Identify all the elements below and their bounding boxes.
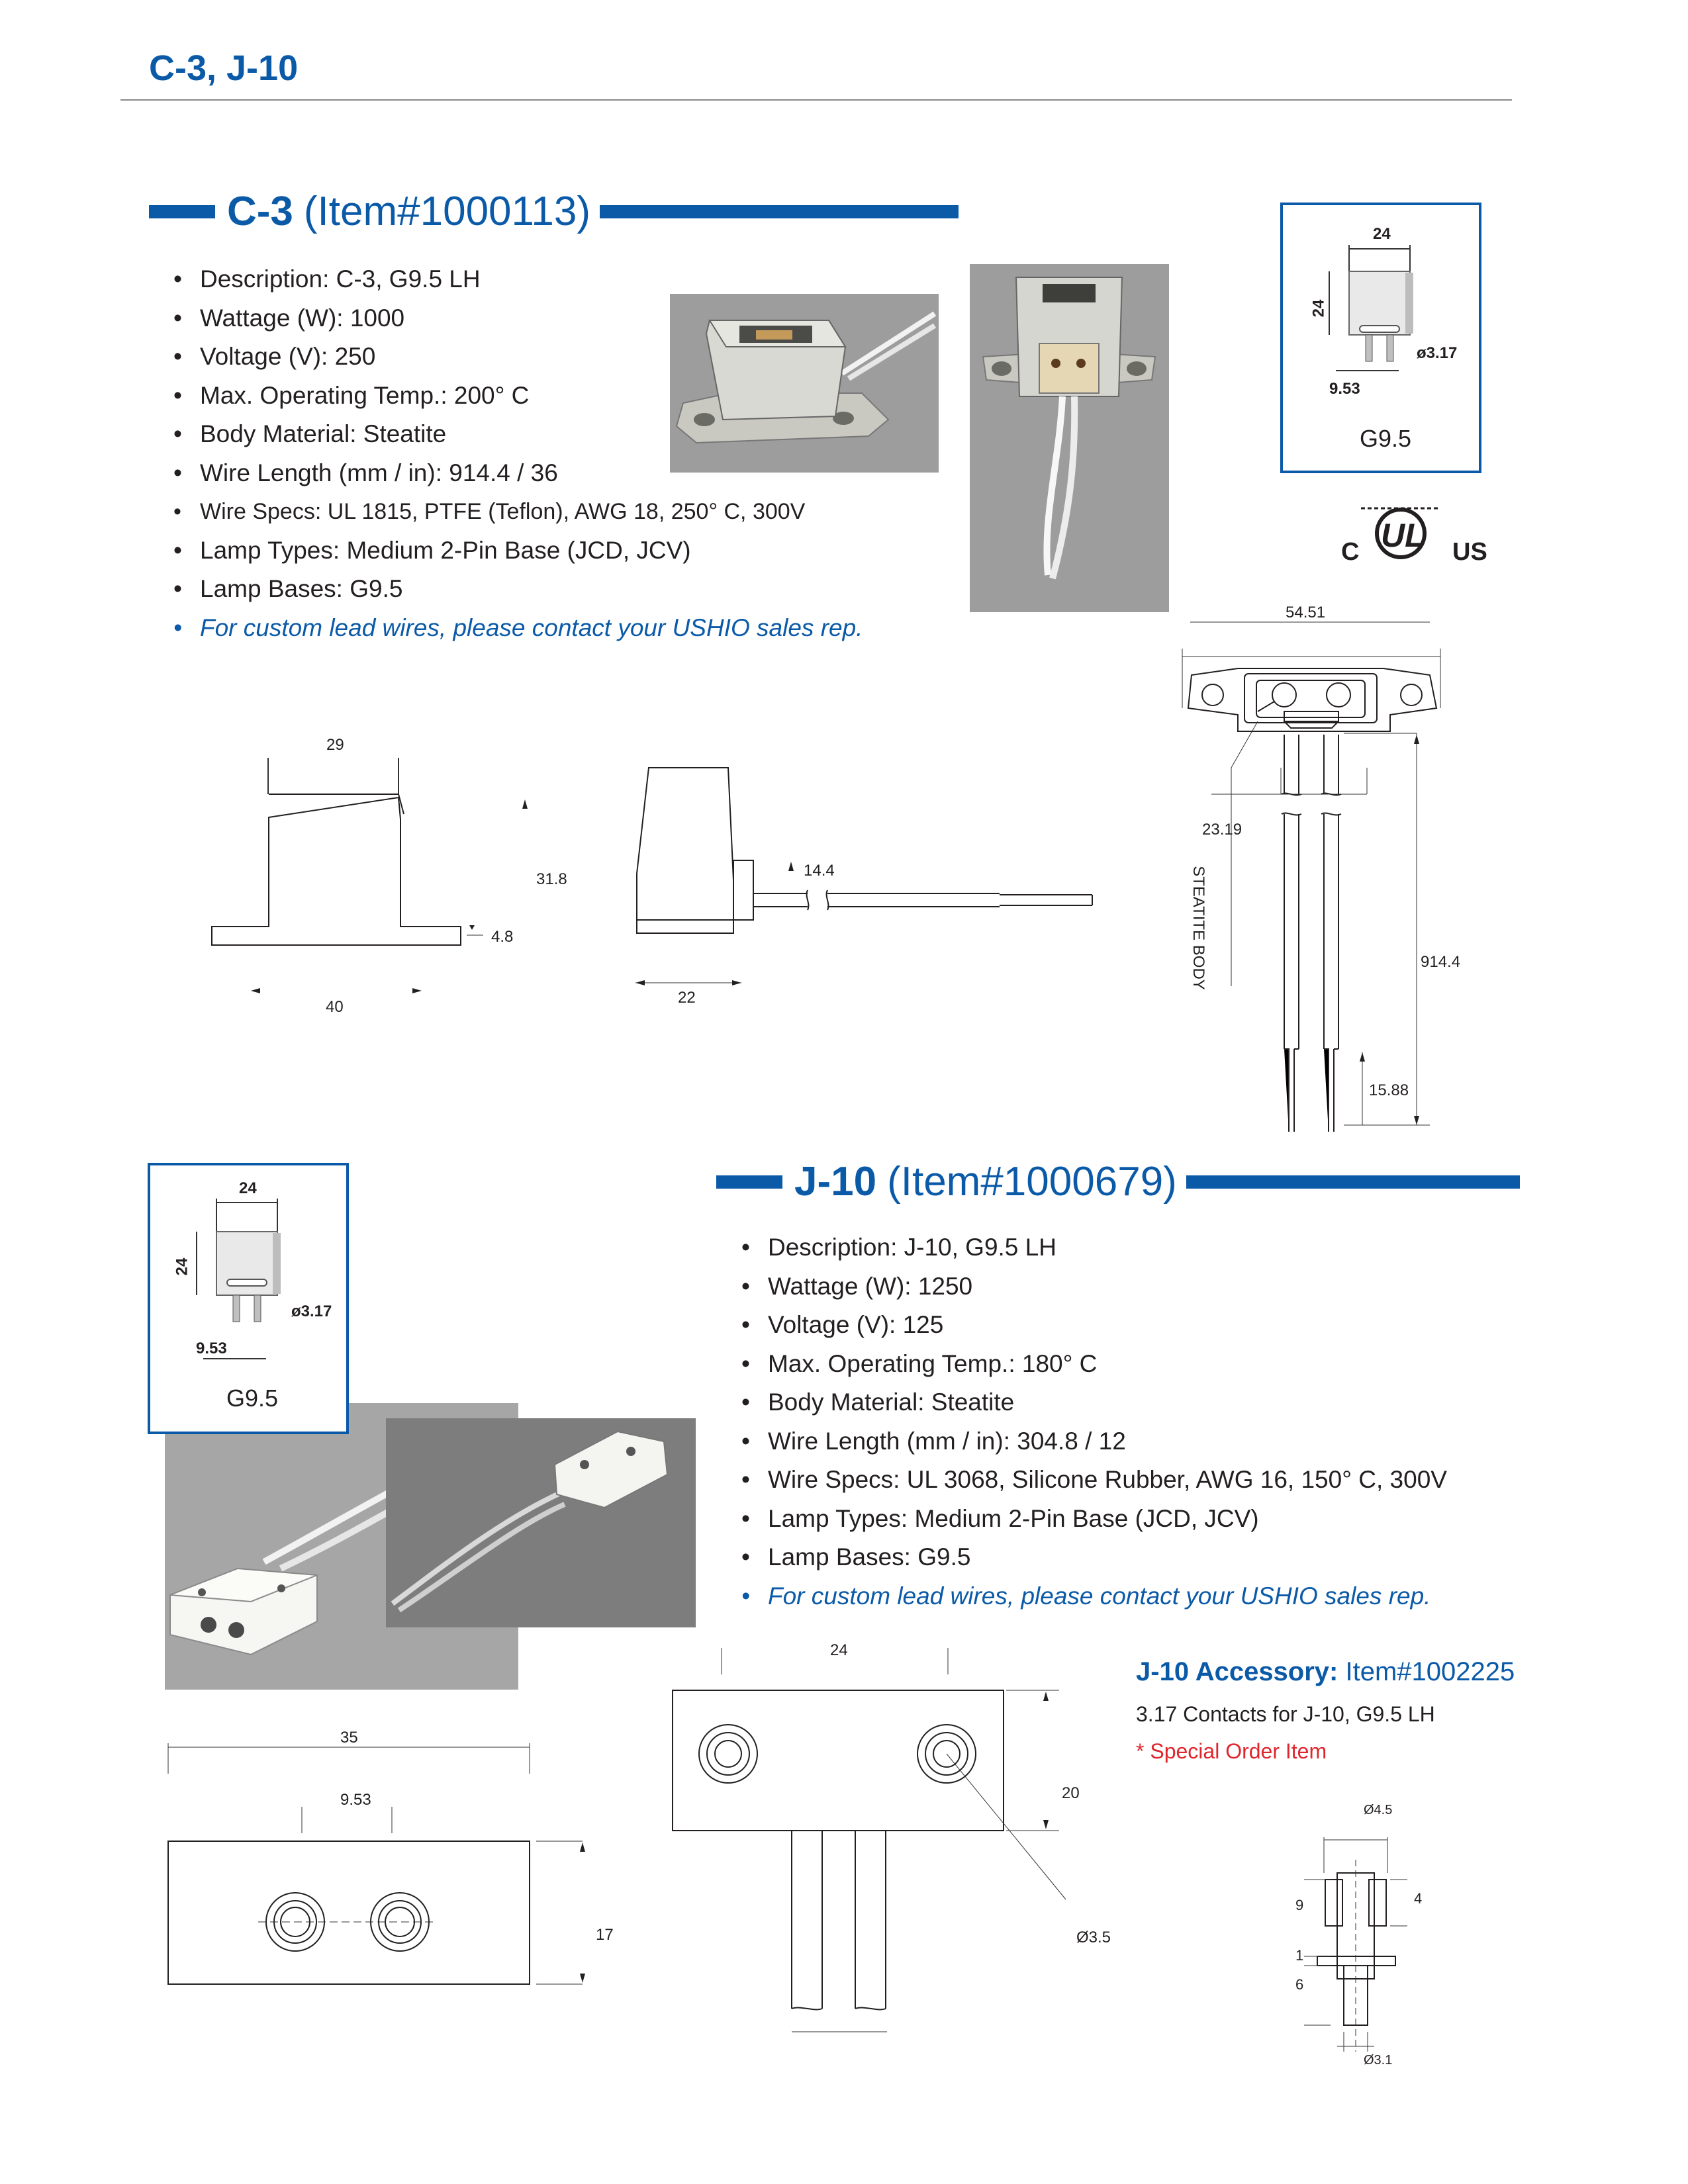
contact-head-dia: Ø4.5 — [1364, 1803, 1393, 1817]
c3-steatite-body-label: STEATITE BODY — [1189, 866, 1207, 990]
c3-front-height: 31.8 — [536, 870, 567, 888]
j10-spec-lamp-types: • Lamp Types: Medium 2-Pin Base (JCD, JCV) — [741, 1500, 1447, 1539]
c3-spec-voltage: • Voltage (V): 250 — [173, 338, 863, 377]
j10-accessory-title: J-10 Accessory: — [1136, 1657, 1338, 1686]
j10-spec-lamp-bases: • Lamp Bases: G9.5 — [741, 1538, 1447, 1577]
c3-item-number: (Item#1000113) — [303, 189, 591, 234]
c3-name: C-3 — [227, 189, 293, 234]
c3-side-depth: 22 — [678, 989, 696, 1007]
contact-h6: 6 — [1295, 1976, 1304, 1993]
title-bar-left — [716, 1175, 782, 1189]
j10-base-width: 24 — [239, 1179, 257, 1197]
j10-accessory-description: 3.17 Contacts for J-10, G9.5 LH — [1136, 1702, 1435, 1726]
j10-spec-description: • Description: J-10, G9.5 LH — [741, 1228, 1447, 1267]
j10-socket-image-2 — [386, 1418, 696, 1627]
j10-special-order-note: * Special Order Item — [1136, 1739, 1327, 1763]
j10-spec-voltage: • Voltage (V): 125 — [741, 1306, 1447, 1345]
c3-base-pin-spacing: 9.53 — [1329, 380, 1360, 398]
c3-base-pin-dia: ø3.17 — [1417, 344, 1458, 362]
title-bar-right — [600, 205, 959, 218]
j10-side-height: 20 — [1062, 1784, 1080, 1802]
ul-mark-icon — [1341, 503, 1487, 565]
c3-front-bottom-width: 40 — [326, 998, 344, 1016]
page-title: C-3, J-10 — [149, 48, 299, 88]
c3-section-title — [149, 188, 959, 235]
contact-h4: 4 — [1414, 1890, 1423, 1907]
c3-front-flange: 4.8 — [491, 928, 514, 946]
j10-bottom-spacing: 9.53 — [340, 1791, 371, 1809]
c3-side-wire-dim: 14.4 — [804, 862, 835, 880]
j10-name: J-10 — [794, 1159, 877, 1205]
contact-pin-dia: Ø3.1 — [1364, 2053, 1393, 2068]
j10-bottom-view-drawing — [159, 1734, 609, 2019]
j10-custom-note: • For custom lead wires, please contact your USHIO sales rep. — [741, 1577, 1447, 1616]
j10-base-pin-spacing: 9.53 — [196, 1340, 227, 1357]
contact-h1: 1 — [1295, 1947, 1304, 1964]
j10-side-width: 24 — [830, 1641, 848, 1659]
cul-us-logo — [1341, 503, 1487, 565]
j10-bottom-height: 17 — [596, 1926, 614, 1944]
j10-base-height: 24 — [173, 1257, 191, 1276]
j10-photo-2 — [386, 1418, 696, 1627]
ul-mark-text: UL — [1381, 517, 1425, 554]
c3-photo-front — [970, 264, 1169, 612]
j10-spec-list — [741, 1228, 1447, 1615]
j10-spec-wire-length: • Wire Length (mm / in): 304.8 / 12 — [741, 1422, 1447, 1461]
c3-photo-angle — [670, 294, 939, 473]
header-divider — [120, 99, 1512, 101]
c3-spec-body: • Body Material: Steatite — [173, 415, 863, 454]
c3-spec-lamp-types: • Lamp Types: Medium 2-Pin Base (JCD, JCV) — [173, 531, 863, 570]
cul-us-letters: US — [1452, 538, 1487, 565]
c3-spec-temp: • Max. Operating Temp.: 200° C — [173, 377, 863, 416]
c3-base-width: 24 — [1373, 225, 1391, 243]
j10-base-label: G9.5 — [226, 1385, 279, 1412]
c3-top-width: 54.51 — [1286, 604, 1326, 621]
c3-custom-note: • For custom lead wires, please contact your USHIO sales rep. — [173, 609, 863, 648]
c3-spec-description: • Description: C-3, G9.5 LH — [173, 260, 863, 299]
c3-side-view-drawing — [629, 754, 1105, 1013]
j10-item-number: (Item#1000679) — [887, 1159, 1177, 1205]
title-bar-left — [149, 205, 215, 218]
c3-top-offset: 23.19 — [1202, 821, 1243, 839]
c3-top-strip: 15.88 — [1369, 1081, 1409, 1099]
j10-side-view-drawing — [669, 1641, 1105, 2065]
c3-top-wire-length: 914.4 — [1421, 953, 1461, 971]
title-bar-right — [1186, 1175, 1520, 1189]
j10-contact-drawing — [1291, 1800, 1450, 2091]
c3-spec-wire-length: • Wire Length (mm / in): 914.4 / 36 — [173, 454, 863, 493]
j10-spec-body: • Body Material: Steatite — [741, 1383, 1447, 1422]
c3-front-top-width: 29 — [326, 736, 344, 754]
j10-spec-temp: • Max. Operating Temp.: 180° C — [741, 1345, 1447, 1384]
c3-socket-image — [670, 294, 939, 473]
j10-bottom-width: 35 — [340, 1729, 358, 1747]
c3-spec-wire-specs: • Wire Specs: UL 1815, PTFE (Teflon), AWG 18, 250° C, 300V — [173, 492, 863, 531]
j10-accessory-item: Item#1002225 — [1345, 1657, 1515, 1686]
j10-spec-wattage: • Wattage (W): 1250 — [741, 1267, 1447, 1306]
c3-spec-wattage: • Wattage (W): 1000 — [173, 299, 863, 338]
j10-base-pin-dia: ø3.17 — [291, 1302, 332, 1320]
cul-c-letter: C — [1341, 538, 1360, 565]
j10-side-hole: Ø3.5 — [1076, 1929, 1111, 1946]
contact-h9: 9 — [1295, 1897, 1304, 1913]
c3-socket-front-image — [970, 264, 1169, 612]
c3-spec-lamp-bases: • Lamp Bases: G9.5 — [173, 570, 863, 609]
j10-spec-wire-specs: • Wire Specs: UL 3068, Silicone Rubber, AWG 16, 150° C, 300V — [741, 1461, 1447, 1500]
c3-base-label: G9.5 — [1360, 425, 1412, 452]
j10-accessory-heading — [1136, 1657, 1515, 1687]
c3-base-height: 24 — [1309, 299, 1328, 318]
j10-section-title — [716, 1158, 1520, 1205]
